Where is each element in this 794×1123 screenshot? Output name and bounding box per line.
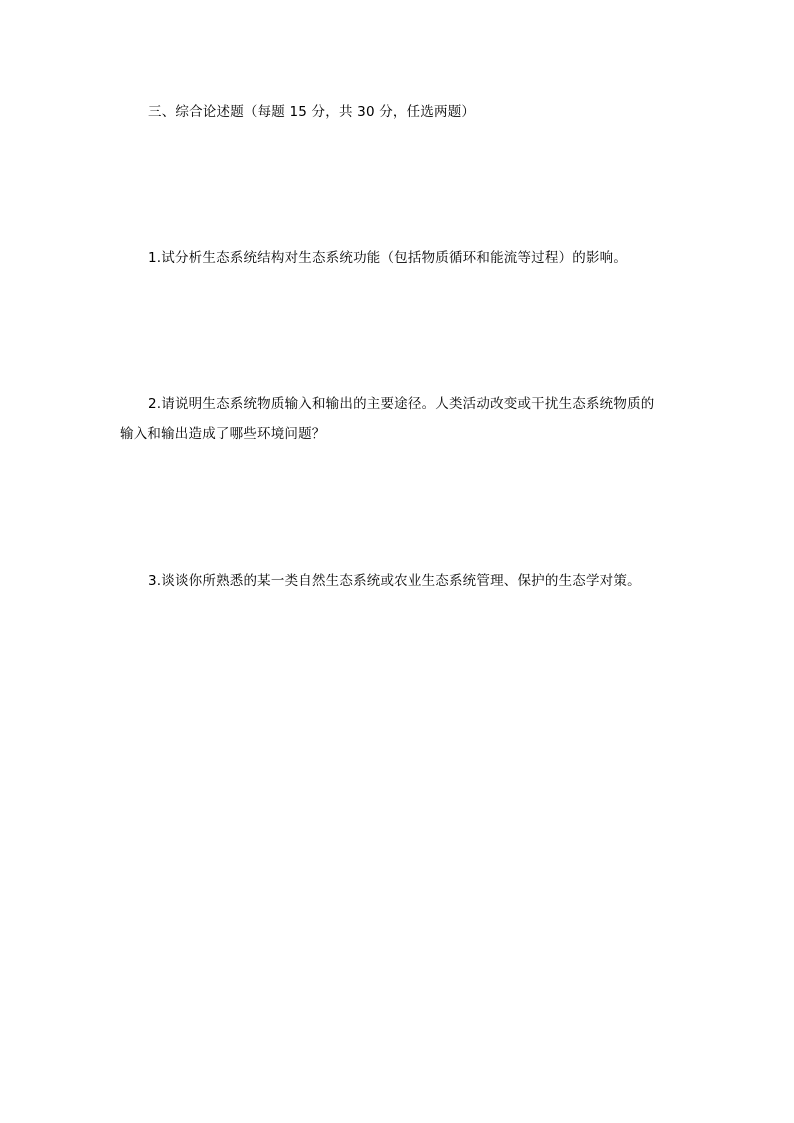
question-2-line-1: 2.请说明生态系统物质输入和输出的主要途径。人类活动改变或干扰生态系统物质的 (148, 396, 655, 412)
section-heading: 三、综合论述题（每题 15 分，共 30 分，任选两题） (148, 104, 476, 120)
question-1: 1.试分析生态系统结构对生态系统功能（包括物质循环和能流等过程）的影响。 (148, 250, 628, 266)
question-2-line-2: 输入和输出造成了哪些环境问题？ (120, 426, 326, 442)
question-3: 3.谈谈你所熟悉的某一类自然生态系统或农业生态系统管理、保护的生态学对策。 (148, 573, 641, 589)
